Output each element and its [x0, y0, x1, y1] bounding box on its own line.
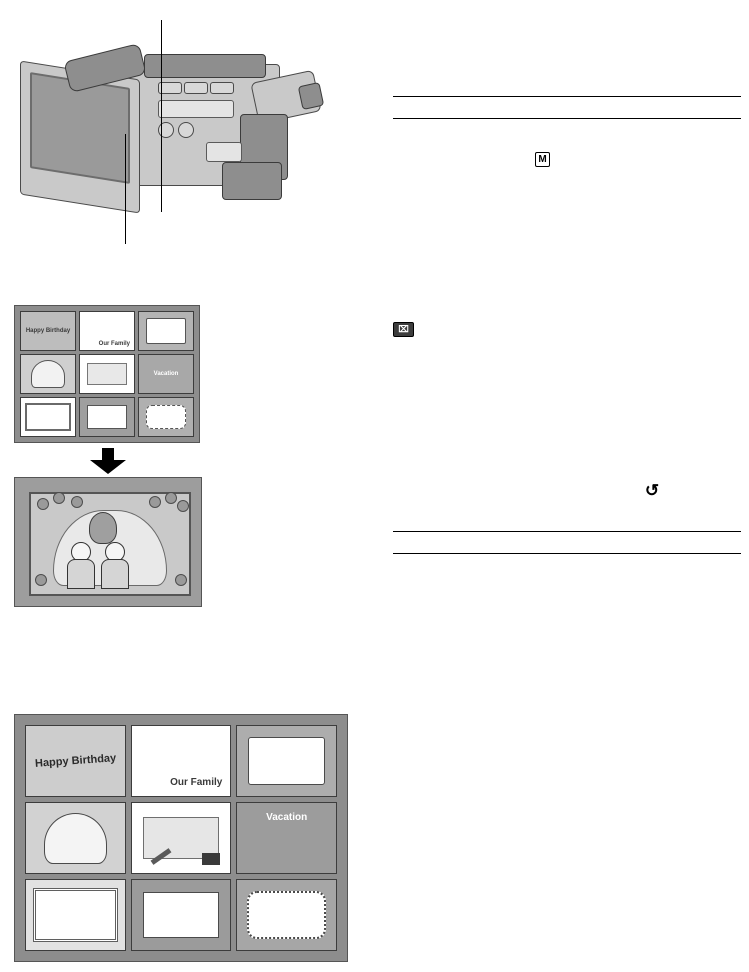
return-arrow-icon: ↺ [644, 481, 660, 500]
scroll-shape [146, 318, 187, 344]
paint-shape [87, 363, 127, 386]
camcorder-display-strip [158, 100, 234, 118]
beads-shape [146, 405, 187, 430]
ornate-shape [33, 888, 118, 942]
leader-line-top [161, 20, 162, 212]
party-hat [89, 512, 117, 544]
frame-cell [20, 311, 76, 351]
frame-cell-label: Vacation [266, 812, 308, 823]
person-left [65, 542, 95, 588]
mode-m-icon: M [535, 152, 550, 167]
frame-cell [79, 397, 135, 437]
camcorder-grip [222, 162, 282, 200]
frame-effect-icon: ⌧ [393, 322, 414, 337]
frame-cell [236, 725, 337, 797]
heart-frame-border [29, 492, 191, 596]
frame-cell [25, 879, 126, 951]
frame-cell-label: Our Family [98, 341, 130, 347]
frame-cell [138, 354, 194, 394]
ornate-shape [25, 403, 71, 431]
heart-shape [44, 813, 107, 864]
frame-cell [236, 879, 337, 951]
floral-shape [143, 892, 218, 937]
horizontal-rule-top [393, 96, 741, 97]
horizontal-rule-middle [393, 531, 741, 532]
frame-cell [20, 354, 76, 394]
camcorder-top-deck [144, 54, 266, 78]
frame-selection-screen-large [14, 714, 348, 962]
scroll-shape [248, 737, 325, 785]
leader-line-bottom [125, 134, 126, 244]
frame-cell-label: Happy Birthday [34, 751, 117, 770]
frame-cell [79, 354, 135, 394]
frame-cell-label: Our Family [170, 777, 223, 788]
frame-cell-label: Vacation [153, 371, 179, 377]
frame-cell [131, 725, 232, 797]
camcorder-button-2 [184, 82, 208, 94]
frame-cell [20, 397, 76, 437]
frame-cell [138, 397, 194, 437]
heart-shape [31, 360, 65, 387]
floral-shape [87, 405, 127, 429]
beads-shape [247, 891, 326, 940]
frame-cell [236, 802, 337, 874]
frame-cell [25, 802, 126, 874]
camcorder-button-3 [210, 82, 234, 94]
paint-box-icon [202, 853, 220, 865]
camcorder-eyecup [298, 82, 325, 110]
horizontal-rule-middle-2 [393, 553, 741, 554]
frame-cell [25, 725, 126, 797]
frame-cell [131, 802, 232, 874]
camcorder-port-cover [206, 142, 242, 162]
frame-selection-screen-small [14, 305, 200, 443]
frame-cell-label: Happy Birthday [25, 328, 71, 334]
text-column [393, 0, 741, 972]
down-arrow-icon [90, 448, 126, 474]
frame-cell [79, 311, 135, 351]
camcorder-menu-button [178, 122, 194, 138]
frame-cell [138, 311, 194, 351]
camcorder-illustration [8, 22, 338, 242]
frame-cell [131, 879, 232, 951]
person-right [99, 542, 129, 588]
horizontal-rule-top-2 [393, 118, 741, 119]
heart-frame-result-image [14, 477, 202, 607]
